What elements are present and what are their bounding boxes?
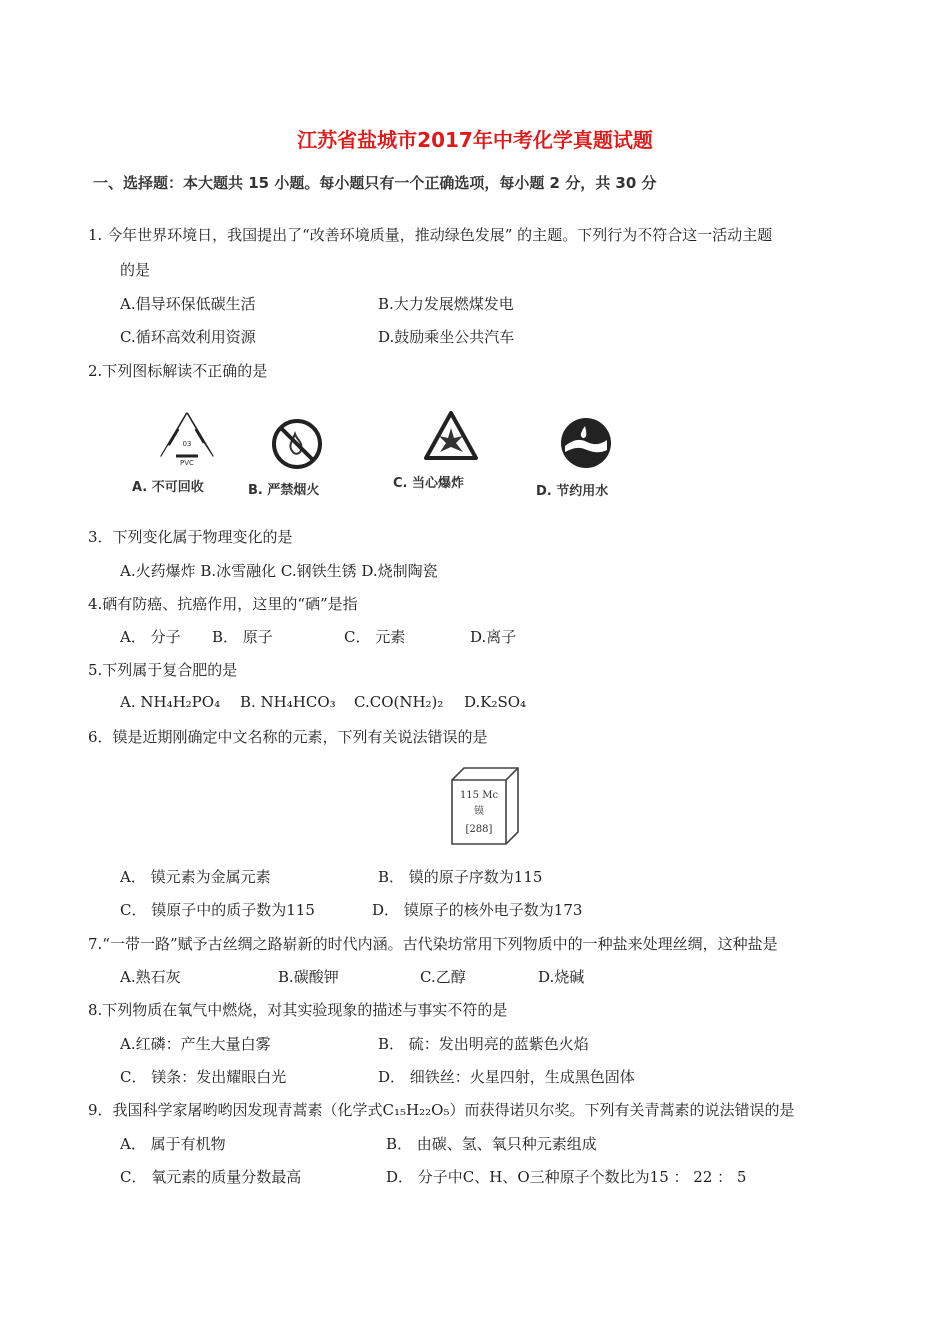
q3-options: A.火药爆炸 B.冰雪融化 C.钢铁生锈 D.烧制陶瓷: [120, 562, 438, 580]
no-fire-icon: [271, 418, 323, 470]
question-5-stem: 5.下列属于复合肥的是: [88, 661, 238, 679]
pvc-label: PVC: [180, 459, 194, 466]
q1-option-c: C.循环高效利用资源: [120, 328, 256, 346]
q4-option-c: C． 元素: [344, 628, 406, 646]
q2-icon-label-b: B. 严禁烟火: [248, 483, 320, 498]
q9-option-c: C． 氧元素的质量分数最高: [120, 1168, 302, 1186]
q9-option-b: B． 由碳、氢、氧只种元素组成: [386, 1135, 597, 1153]
question-1-stem-cont: 的是: [120, 261, 151, 279]
q7-option-b: B.碳酸钾: [278, 968, 339, 986]
q5-option-c: C.CO(NH₂)₂: [354, 693, 444, 711]
question-2-stem: 2.下列图标解读不正确的是: [88, 362, 268, 380]
q8-option-b: B． 硫：发出明亮的蓝紫色火焰: [378, 1035, 589, 1053]
q5-option-b: B. NH₄HCO₃: [240, 693, 336, 711]
q4-option-a: A． 分子: [120, 628, 181, 646]
element-cell-name: 镆: [474, 806, 484, 817]
q7-option-a: A.熟石灰: [120, 968, 181, 986]
q1-option-d: D.鼓励乘坐公共汽车: [378, 328, 515, 346]
q6-option-d: D． 镆原子的核外电子数为173: [372, 901, 583, 919]
element-cell-number: 115 Mc: [459, 790, 499, 801]
q5-option-a: A. NH₄H₂PO₄: [120, 693, 221, 711]
question-6-stem: 6．镆是近期刚确定中文名称的元素，下列有关说法错误的是: [88, 728, 488, 746]
q5-option-d: D.K₂SO₄: [464, 693, 527, 711]
question-3-stem: 3．下列变化属于物理变化的是: [88, 528, 293, 546]
question-8-stem: 8.下列物质在氧气中燃烧，对其实验现象的描述与事实不符的是: [88, 1001, 508, 1019]
q8-option-d: D． 细铁丝：火星四射，生成黑色固体: [378, 1068, 635, 1086]
page-title: 江苏省盐城市2017年中考化学真题试题: [297, 128, 653, 152]
q1-option-b: B.大力发展燃煤发电: [378, 295, 514, 313]
q2-icon-label-c: C. 当心爆炸: [393, 476, 465, 491]
q9-option-a: A． 属于有机物: [120, 1135, 226, 1153]
question-1-stem: 1. 今年世界环境日，我国提出了“改善环境质量，推动绿色发展” 的主题。下列行为不符合这一活动主题: [88, 226, 773, 244]
question-4-stem: 4.硒有防癌、抗癌作用，这里的“硒”是指: [88, 595, 358, 613]
q2-icon-label-a: A. 不可回收: [132, 480, 204, 495]
section-heading: 一、选择题：本大题共 15 小题。每小题只有一个正确选项，每小题 2 分，共 30 分: [93, 174, 657, 192]
water-saving-icon: [559, 416, 613, 470]
element-cell-mass: [288]: [465, 824, 493, 835]
q8-option-a: A.红磷：产生大量白雾: [120, 1035, 271, 1053]
q8-option-c: C． 镁条：发出耀眼白光: [120, 1068, 287, 1086]
q6-option-b: B． 镆的原子序数为115: [378, 868, 543, 886]
q4-option-b: B． 原子: [212, 628, 273, 646]
recycle-pvc-icon: [158, 410, 216, 466]
q7-option-c: C.乙醇: [420, 968, 466, 986]
q6-option-a: A． 镆元素为金属元素: [120, 868, 271, 886]
q4-option-d: D.离子: [470, 628, 517, 646]
pvc-number: 03: [182, 440, 192, 448]
element-cell-image: [448, 764, 522, 846]
question-7-stem: 7.“一带一路”赋予古丝绸之路崭新的时代内涵。古代染坊常用下列物质中的一种盐来处理丝绸，这种盐是: [88, 935, 778, 953]
q2-icon-label-d: D. 节约用水: [536, 484, 609, 499]
question-9-stem: 9．我国科学家屠哟哟因发现青蒿素（化学式C₁₅H₂₂O₅）而获得诺贝尔奖。下列有关青蒿素的说法错误的是: [88, 1101, 795, 1119]
q7-option-d: D.烧碱: [538, 968, 585, 986]
q9-option-d: D． 分子中C、H、O三种原子个数比为15 ： 22 ： 5: [386, 1168, 747, 1186]
q6-option-c: C． 镆原子中的质子数为115: [120, 901, 315, 919]
q1-option-a: A.倡导环保低碳生活: [120, 295, 256, 313]
explosion-warning-icon: [423, 410, 479, 462]
